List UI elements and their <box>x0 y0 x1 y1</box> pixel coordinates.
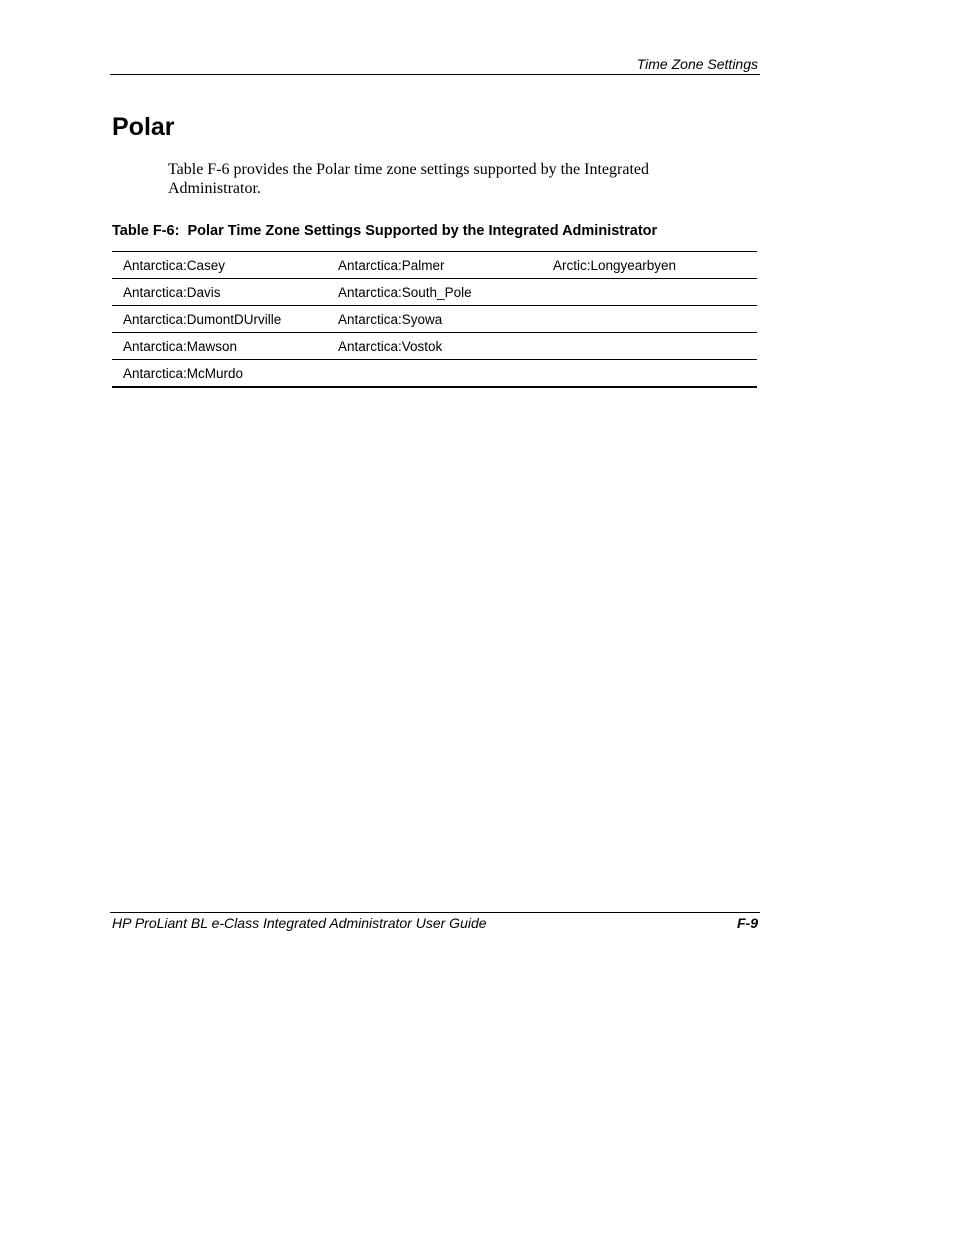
running-header: Time Zone Settings <box>636 56 758 72</box>
table-cell <box>327 360 542 388</box>
table-cell: Antarctica:Palmer <box>338 257 445 273</box>
footer-rule <box>110 912 760 913</box>
table-cell: Arctic:Longyearbyen <box>553 257 677 273</box>
table-row <box>112 279 757 306</box>
intro-paragraph: Table F-6 provides the Polar time zone settings supported by the Integrated Administrator. <box>168 161 649 197</box>
table-cell: Antarctica:Davis <box>112 279 327 306</box>
table-cell <box>542 306 757 333</box>
table-cell: Antarctica:DumontDUrville <box>112 306 327 333</box>
table-cell <box>542 279 757 306</box>
table-row <box>112 333 757 360</box>
polar-time-zone-table <box>112 251 757 388</box>
page-number: F-9 <box>737 915 758 931</box>
table-cell: Antarctica:Casey <box>123 257 226 273</box>
table-row <box>112 360 757 388</box>
footer-guide-title: HP ProLiant BL e-Class Integrated Administrator User Guide <box>112 915 487 931</box>
table-cell <box>542 360 757 388</box>
table-cell: Antarctica:South_Pole <box>327 279 542 306</box>
table-cell <box>542 333 757 360</box>
header-rule <box>110 74 760 75</box>
table-cell: Antarctica:McMurdo <box>112 360 327 388</box>
table-caption: Table F-6: Polar Time Zone Settings Supported by the Integrated Administrator <box>112 223 658 239</box>
section-title: Polar <box>112 113 175 141</box>
table-cell: Antarctica:Mawson <box>112 333 327 360</box>
table-row <box>112 252 757 279</box>
table-cell: Antarctica:Syowa <box>327 306 542 333</box>
table-row <box>112 306 757 333</box>
table-cell: Antarctica:Vostok <box>327 333 542 360</box>
